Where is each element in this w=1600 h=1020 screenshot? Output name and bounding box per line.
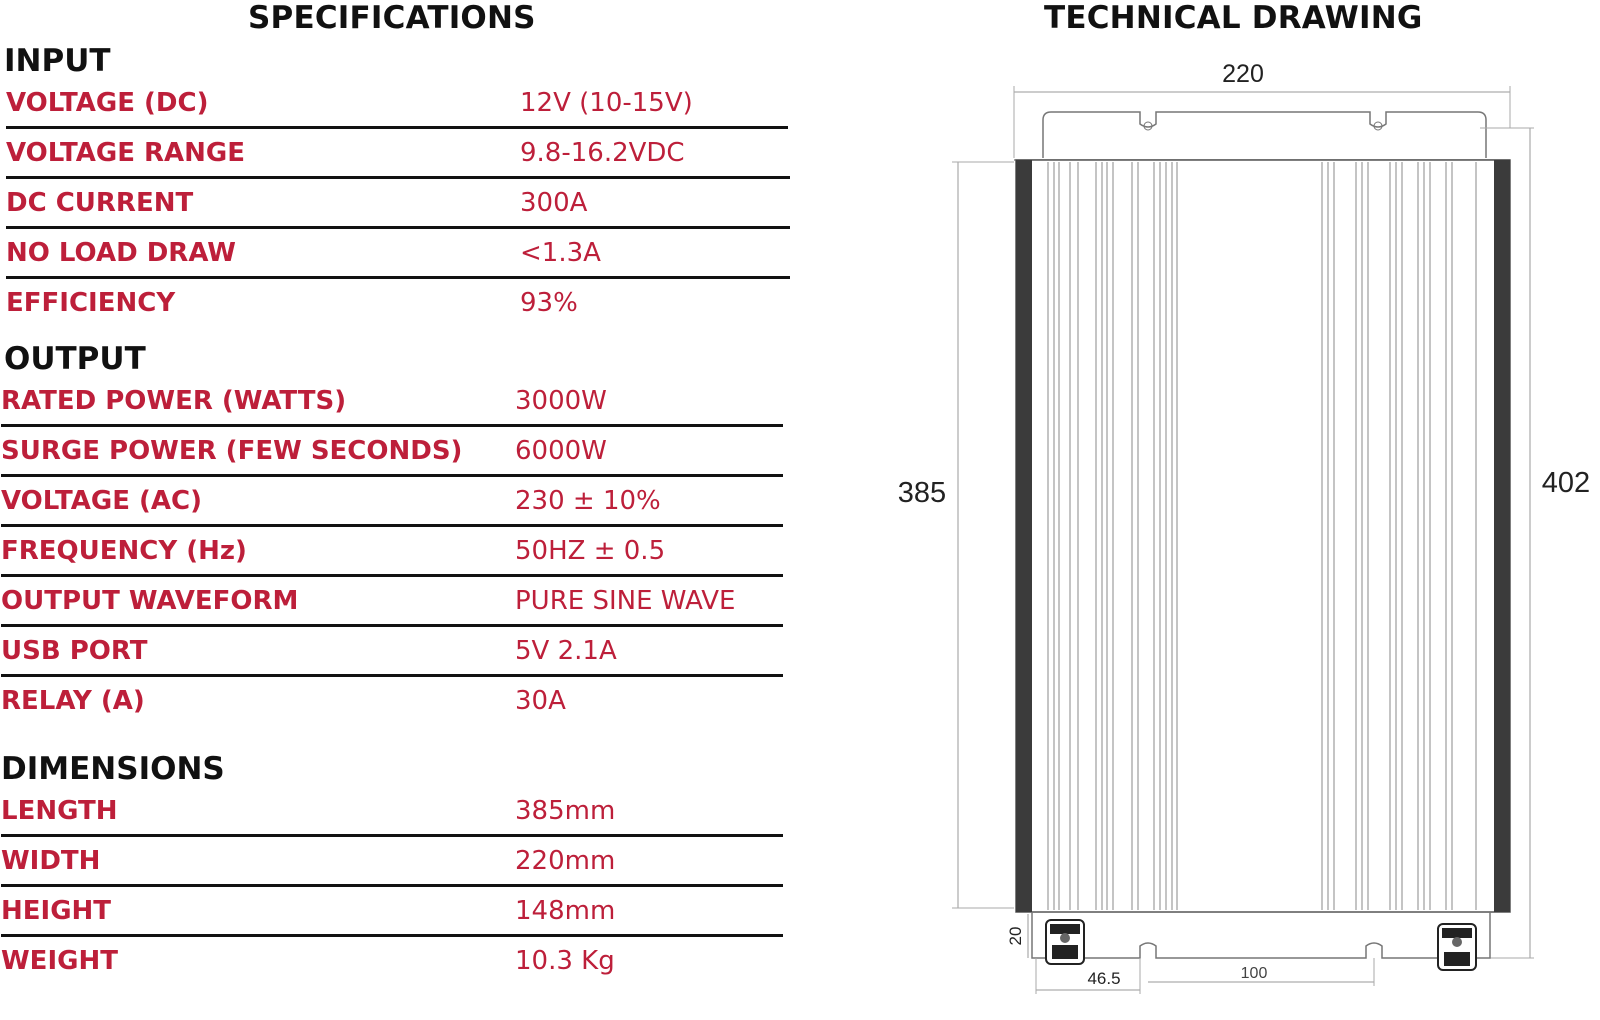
spec-value: 300A bbox=[520, 188, 588, 218]
spec-label: RELAY (A) bbox=[1, 686, 145, 716]
spec-value: 93% bbox=[520, 288, 578, 318]
spec-label: VOLTAGE (AC) bbox=[1, 486, 202, 516]
inverter-body bbox=[1016, 160, 1510, 912]
spec-row bbox=[4, 180, 814, 230]
section-output bbox=[1, 340, 811, 728]
mounting-flange-top bbox=[1043, 112, 1486, 158]
spec-label: HEIGHT bbox=[1, 896, 112, 926]
spec-row bbox=[4, 280, 814, 330]
spec-row bbox=[1, 378, 811, 428]
row-divider bbox=[1, 624, 783, 627]
spec-value: 385mm bbox=[515, 796, 616, 826]
spec-row bbox=[1, 578, 811, 628]
spec-row bbox=[1, 478, 811, 528]
row-divider bbox=[1, 934, 783, 937]
row-divider bbox=[1, 524, 783, 527]
technical-drawing-title: TECHNICAL DRAWING bbox=[1044, 0, 1423, 36]
spec-label: WEIGHT bbox=[1, 946, 118, 976]
spec-value: 220mm bbox=[515, 846, 616, 876]
spec-value: 30A bbox=[515, 686, 566, 716]
row-divider bbox=[1, 884, 783, 887]
technical-drawing bbox=[870, 50, 1600, 1010]
spec-label: WIDTH bbox=[1, 846, 101, 876]
spec-label: LENGTH bbox=[1, 796, 118, 826]
spec-row bbox=[4, 130, 814, 180]
spec-value: 5V 2.1A bbox=[515, 636, 617, 666]
section-heading: DIMENSIONS bbox=[1, 751, 225, 787]
row-divider bbox=[1, 834, 783, 837]
spec-value: PURE SINE WAVE bbox=[515, 586, 736, 616]
dimension-label-span: 100 bbox=[1240, 965, 1268, 982]
spec-row bbox=[1, 788, 811, 838]
row-divider bbox=[6, 176, 790, 179]
spec-row bbox=[1, 628, 811, 678]
specifications-title: SPECIFICATIONS bbox=[248, 0, 536, 36]
side-rail-right bbox=[1494, 160, 1510, 912]
spec-label: VOLTAGE RANGE bbox=[6, 138, 246, 168]
row-divider bbox=[6, 126, 788, 129]
spec-value: 148mm bbox=[515, 896, 616, 926]
dimension-label-width: 220 bbox=[1222, 60, 1264, 88]
row-divider bbox=[6, 226, 790, 229]
dimension-label-terminal: 20 bbox=[1006, 926, 1025, 946]
side-rail-left bbox=[1016, 160, 1032, 912]
row-divider bbox=[6, 276, 790, 279]
spec-value: 10.3 Kg bbox=[515, 946, 615, 976]
row-divider bbox=[1, 474, 783, 477]
dimension-label-length: 385 bbox=[897, 477, 947, 509]
spec-value: 50HZ ± 0.5 bbox=[515, 536, 666, 566]
terminal-left-icon bbox=[1046, 920, 1084, 964]
spec-label: FREQUENCY (Hz) bbox=[1, 536, 247, 566]
spec-row bbox=[1, 838, 811, 888]
spec-value: <1.3A bbox=[520, 238, 601, 268]
spec-label: RATED POWER (WATTS) bbox=[1, 386, 347, 416]
spec-value: 3000W bbox=[515, 386, 607, 416]
terminal-right-icon bbox=[1438, 924, 1476, 970]
dimension-label-offset: 46.5 bbox=[1087, 969, 1121, 988]
spec-row bbox=[1, 678, 811, 728]
spec-value: 12V (10-15V) bbox=[520, 88, 693, 118]
spec-value: 6000W bbox=[515, 436, 607, 466]
spec-label: VOLTAGE (DC) bbox=[6, 88, 209, 118]
spec-label: USB PORT bbox=[1, 636, 148, 666]
spec-value: 230 ± 10% bbox=[515, 486, 661, 516]
section-heading: OUTPUT bbox=[4, 341, 146, 377]
spec-row bbox=[1, 938, 811, 988]
mounting-flange-bottom bbox=[1032, 912, 1490, 958]
row-divider bbox=[1, 424, 783, 427]
spec-label: DC CURRENT bbox=[6, 188, 194, 218]
row-divider bbox=[1, 674, 783, 677]
section-heading: INPUT bbox=[4, 43, 111, 79]
spec-label: NO LOAD DRAW bbox=[6, 238, 236, 268]
spec-row bbox=[1, 888, 811, 938]
spec-label: OUTPUT WAVEFORM bbox=[1, 586, 299, 616]
section-dimensions bbox=[1, 750, 811, 988]
row-divider bbox=[1, 574, 783, 577]
section-input bbox=[4, 42, 814, 330]
spec-row bbox=[1, 428, 811, 478]
spec-row bbox=[4, 80, 814, 130]
spec-value: 9.8-16.2VDC bbox=[520, 138, 685, 168]
dimension-label-overall: 402 bbox=[1541, 467, 1591, 499]
spec-label: SURGE POWER (FEW SECONDS) bbox=[1, 436, 463, 466]
spec-label: EFFICIENCY bbox=[6, 288, 176, 318]
spec-row bbox=[4, 230, 814, 280]
spec-row bbox=[1, 528, 811, 578]
